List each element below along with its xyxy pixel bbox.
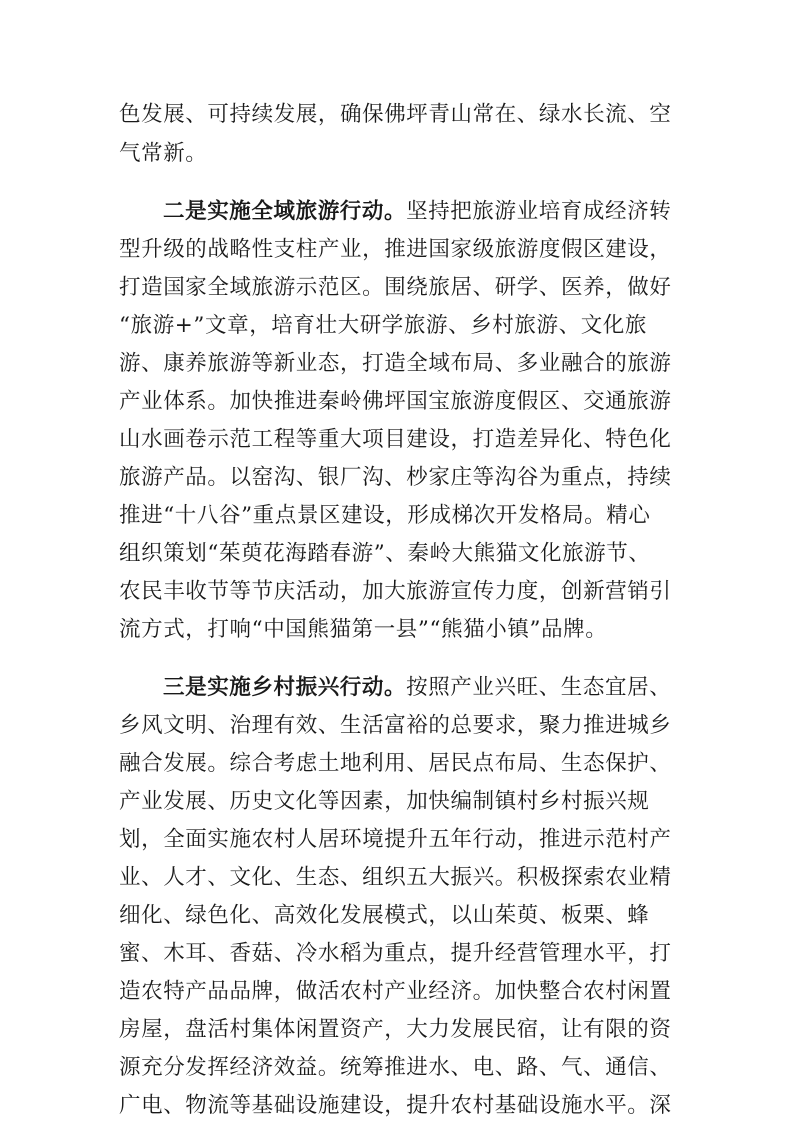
- rural-line-9: 造农特产品品牌，做活农村产业经济。加快整合农村闲置: [119, 979, 672, 1004]
- tourism-line-12: 流方式，打响“中国熊猫第一县”“熊猫小镇”品牌。: [119, 617, 608, 642]
- rural-line-5: 划，全面实施农村人居环境提升五年行动，推进示范村产: [119, 827, 672, 852]
- rural-line-7: 细化、绿色化、高效化发展模式，以山茱萸、板栗、蜂: [119, 903, 650, 928]
- rural-line-12: 广电、物流等基础设施建设，提升农村基础设施水平。深: [119, 1093, 672, 1118]
- tourism-line-11: 农民丰收节等节庆活动，加大旅游宣传力度，创新营销引: [119, 579, 672, 604]
- rural-line-1: [163, 674, 679, 702]
- rural-line-3: 融合发展。综合考虑土地利用、居民点布局、生态保护、: [119, 751, 672, 776]
- intro-line-1: 色发展、可持续发展，确保佛坪青山常在、绿水长流、空: [119, 102, 672, 127]
- tourism-line-10: 组织策划“茱萸花海踏春游”、秦岭大熊猫文化旅游节、: [119, 541, 651, 566]
- rural-lead-heading: 三是实施乡村振兴行动。: [163, 675, 407, 700]
- tourism-line-6: 产业体系。加快推进秦岭佛坪国宝旅游度假区、交通旅游: [119, 389, 672, 414]
- rural-line-6: 业、人才、文化、生态、组织五大振兴。积极探索农业精: [119, 865, 672, 890]
- rural-line-8: 蜜、木耳、香菇、冷水稻为重点，提升经营管理水平，打: [119, 941, 672, 966]
- tourism-line-4: “旅游+”文章，培育壮大研学旅游、乡村旅游、文化旅: [119, 313, 647, 338]
- rural-line-2: 乡风文明、治理有效、生活富裕的总要求，聚力推进城乡: [119, 713, 672, 738]
- rural-first-line-text: 按照产业兴旺、生态宜居、: [406, 675, 672, 700]
- tourism-line-1: [163, 198, 679, 226]
- tourism-line-2: 型升级的战略性支柱产业，推进国家级旅游度假区建设，: [119, 237, 672, 262]
- rural-line-11: 源充分发挥经济效益。统筹推进水、电、路、气、通信、: [119, 1055, 672, 1080]
- tourism-lead-heading: 二是实施全域旅游行动。: [163, 199, 407, 224]
- rural-line-10: 房屋，盘活村集体闲置资产，大力发展民宿，让有限的资: [119, 1017, 672, 1042]
- rural-line-4: 产业发展、历史文化等因素，加快编制镇村乡村振兴规: [119, 789, 650, 814]
- tourism-line-9: 推进“十八谷”重点景区建设，形成梯次开发格局。精心: [119, 503, 651, 528]
- tourism-line-3: 打造国家全域旅游示范区。围绕旅居、研学、医养，做好: [119, 275, 672, 300]
- tourism-first-line-text: 坚持把旅游业培育成经济转: [406, 199, 672, 224]
- intro-line-2: 气常新。: [119, 141, 208, 166]
- tourism-line-7: 山水画卷示范工程等重大项目建设，打造差异化、特色化: [119, 427, 672, 452]
- tourism-line-8: 旅游产品。以窑沟、银厂沟、杪家庄等沟谷为重点，持续: [119, 465, 672, 490]
- tourism-line-5: 游、康养旅游等新业态，打造全域布局、多业融合的旅游: [119, 351, 672, 376]
